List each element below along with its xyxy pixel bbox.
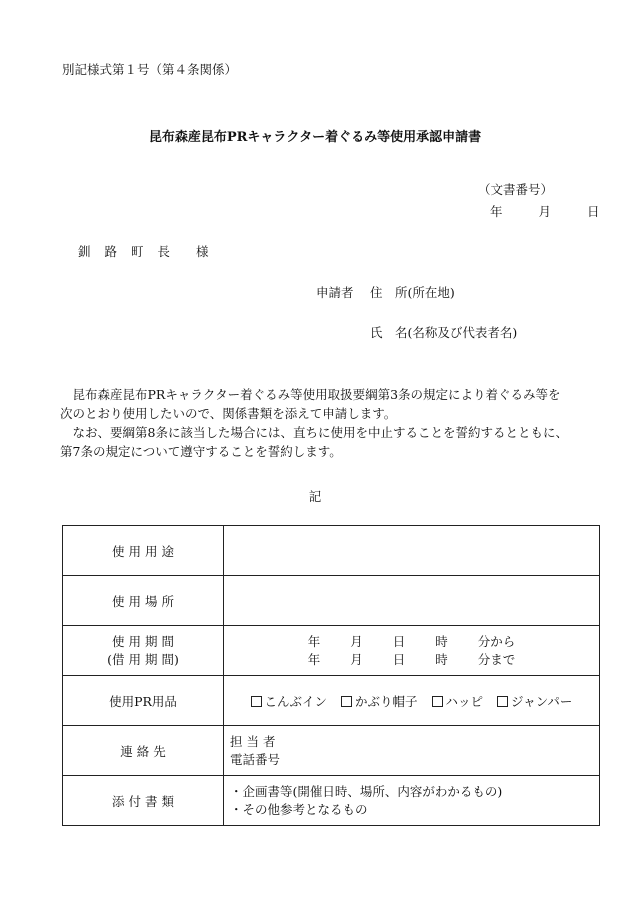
addressee-honorific: 様	[196, 244, 209, 259]
period-start-day: 日	[392, 633, 406, 649]
period-end-minute: 分まで	[477, 651, 516, 667]
addressee-name: 釧 路 町 長	[78, 244, 175, 259]
applicant-name-label: 氏 名(名称及び代表者名)	[370, 325, 518, 340]
item-checkbox[interactable]	[251, 692, 328, 710]
item-label: ハッピ	[445, 693, 484, 709]
period-field[interactable]	[224, 626, 600, 676]
period-start-year: 年	[307, 633, 321, 649]
place-field[interactable]	[224, 576, 600, 626]
period-end-year: 年	[307, 651, 321, 667]
item-checkbox[interactable]	[341, 692, 418, 710]
item-checkbox[interactable]	[432, 692, 484, 710]
period-end	[224, 651, 599, 669]
table-row	[63, 776, 600, 826]
body-line: 第7条の規定について遵守することを誓約します。	[60, 444, 342, 459]
body-line: なお、要綱第8条に該当した場合には、直ちに使用を中止することを誓約するとともに、	[60, 425, 568, 440]
items-label: 使用PR用品	[63, 676, 224, 726]
attach-field	[224, 776, 600, 826]
date-month: 月	[538, 204, 551, 219]
date-line	[490, 202, 599, 220]
body-line: 次のとおり使用したいので、関係書類を添えて申請します。	[60, 406, 397, 421]
checkbox-icon	[432, 696, 443, 707]
document-number: （文書番号）	[478, 182, 554, 197]
item-label: ジャンパー	[511, 693, 573, 709]
period-start-hour: 時	[435, 633, 448, 649]
attach-item: ・その他参考となるもの	[230, 801, 368, 817]
period-start	[224, 633, 599, 651]
checkbox-icon	[497, 696, 508, 707]
table-row	[63, 626, 600, 676]
ki-marker: 記	[308, 489, 322, 504]
checkbox-icon	[341, 696, 352, 707]
applicant-role: 申請者	[316, 285, 354, 300]
table-row	[63, 576, 600, 626]
item-label: こんぶイン	[264, 693, 328, 709]
item-checkbox[interactable]	[497, 692, 572, 710]
checkbox-icon	[251, 696, 262, 707]
items-options	[224, 676, 600, 726]
table-row	[63, 526, 600, 576]
period-end-hour: 時	[435, 651, 448, 667]
table-row	[63, 726, 600, 776]
body-line: 昆布森産昆布PRキャラクター着ぐるみ等使用取扱要綱第3条の規定により着ぐるみ等を	[60, 387, 561, 402]
form-number: 別記様式第１号（第４条関係）	[62, 62, 238, 77]
period-start-minute: 分から	[477, 633, 516, 649]
attach-item: ・企画書等(開催日時、場所、内容がわかるもの)	[230, 783, 503, 799]
place-label: 使 用 場 所	[63, 576, 224, 626]
purpose-label: 使 用 用 途	[63, 526, 224, 576]
date-day: 日	[586, 204, 600, 219]
item-label: かぶり帽子	[355, 693, 418, 709]
period-label: 使 用 期 間	[112, 633, 174, 649]
body-text	[60, 385, 608, 461]
contact-person: 担 当 者	[230, 733, 276, 749]
contact-label: 連 絡 先	[63, 726, 224, 776]
contact-phone: 電話番号	[230, 751, 281, 767]
applicant-address-label: 住 所(所在地)	[370, 285, 455, 300]
period-start-month: 月	[350, 633, 363, 649]
contact-field[interactable]	[224, 726, 600, 776]
document-title: 昆布森産昆布PRキャラクター着ぐるみ等使用承認申請書	[148, 130, 482, 145]
date-year: 年	[490, 204, 503, 219]
period-end-day: 日	[392, 651, 406, 667]
attach-label: 添 付 書 類	[63, 776, 224, 826]
borrow-label: (借 用 期 間)	[107, 651, 179, 667]
application-table	[62, 525, 600, 826]
table-row	[63, 676, 600, 726]
period-label-cell	[63, 626, 224, 676]
period-end-month: 月	[350, 651, 363, 667]
purpose-field[interactable]	[224, 526, 600, 576]
